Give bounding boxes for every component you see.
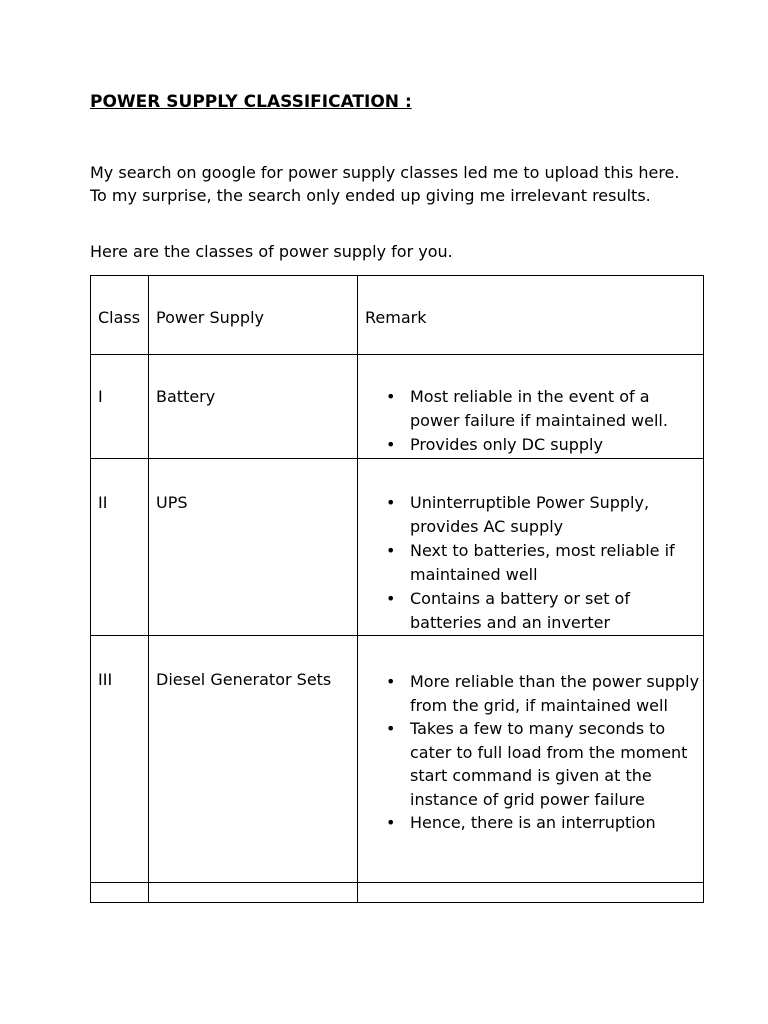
empty-cell <box>358 883 704 903</box>
remark-list <box>358 385 703 457</box>
class-value: III <box>98 670 113 689</box>
header-cell-supply <box>149 276 358 355</box>
supply-cell <box>149 355 358 459</box>
intro-paragraph: My search on google for power supply classes led me to upload this here. To my surprise, the search only ended up giving me irrelevant results. <box>90 163 680 205</box>
document-heading: POWER SUPPLY CLASSIFICATION : <box>90 92 412 112</box>
class-cell <box>91 355 149 459</box>
remark-item: • Hence, there is an interruption <box>410 811 703 835</box>
header-class-label: Class <box>98 308 141 327</box>
class-cell <box>91 636 149 883</box>
table-row <box>91 355 704 459</box>
table-header-row <box>91 276 704 355</box>
remark-list <box>358 670 703 835</box>
remark-list <box>358 491 703 635</box>
supply-cell <box>149 459 358 636</box>
remark-cell <box>358 636 704 883</box>
header-cell-remark <box>358 276 704 355</box>
remark-item: • Uninterruptible Power Supply, provides AC supply <box>410 491 703 539</box>
remark-item: • Next to batteries, most reliable if maintained well <box>410 539 703 587</box>
header-supply-label: Power Supply <box>156 308 264 327</box>
table-row <box>91 459 704 636</box>
class-value: I <box>98 387 103 406</box>
header-remark-label: Remark <box>365 308 427 327</box>
empty-table-row <box>91 883 704 903</box>
empty-cell <box>149 883 358 903</box>
remark-cell <box>358 355 704 459</box>
remark-item: • More reliable than the power supply from the grid, if maintained well <box>410 670 703 717</box>
remark-cell <box>358 459 704 636</box>
supply-value: Battery <box>156 387 216 406</box>
remark-item: • Most reliable in the event of a power failure if maintained well. <box>410 385 703 433</box>
header-cell-class <box>91 276 149 355</box>
lead-paragraph: Here are the classes of power supply for you. <box>90 242 453 261</box>
remark-item: • Contains a battery or set of batteries and an inverter <box>410 587 703 635</box>
table-row <box>91 636 704 883</box>
supply-cell <box>149 636 358 883</box>
class-value: II <box>98 493 108 512</box>
empty-cell <box>91 883 149 903</box>
supply-value: Diesel Generator Sets <box>156 670 332 689</box>
power-supply-table <box>90 275 704 903</box>
remark-item: • Takes a few to many seconds to cater to full load from the moment start command is given at the instance of grid power failure <box>410 717 703 811</box>
supply-value: UPS <box>156 493 188 512</box>
class-cell <box>91 459 149 636</box>
remark-item: • Provides only DC supply <box>410 433 703 457</box>
